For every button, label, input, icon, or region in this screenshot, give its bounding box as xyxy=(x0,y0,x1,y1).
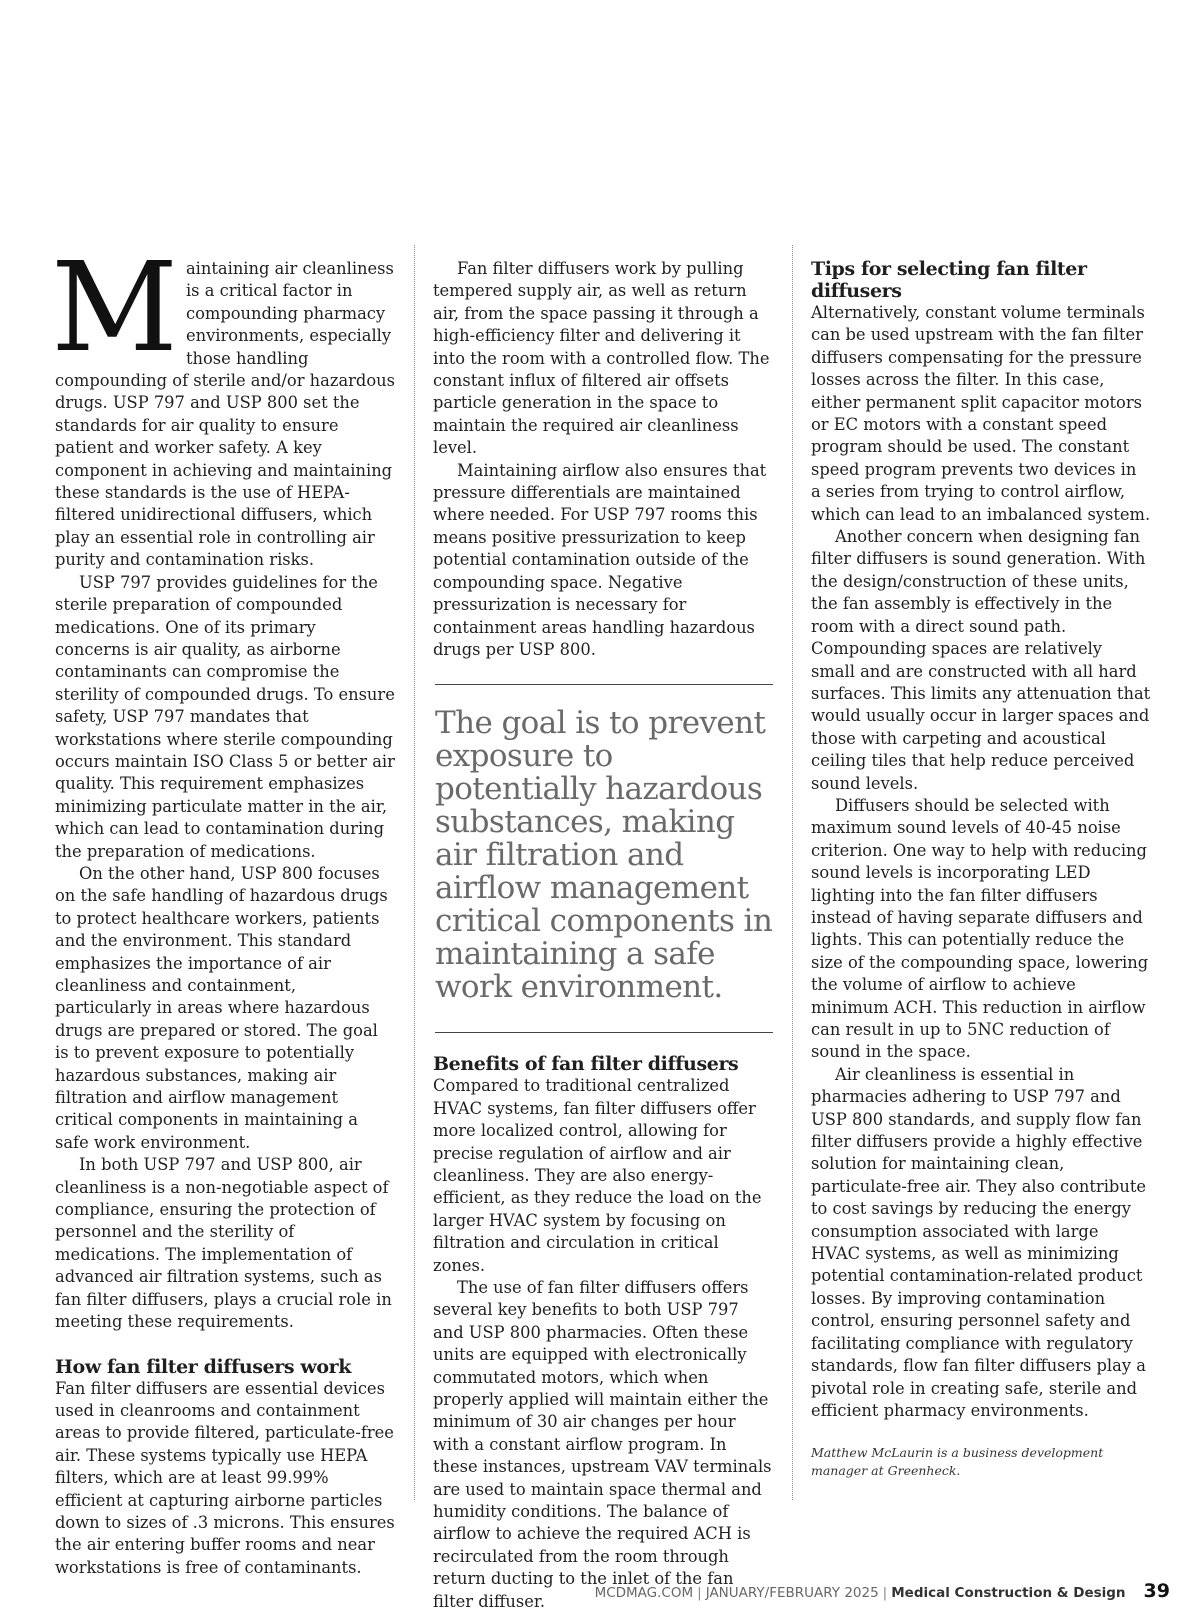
column-divider-1 xyxy=(414,245,415,1500)
paragraph: On the other hand, USP 800 focuses on the safe handling of hazardous drugs to protect healthcare workers, patients and the environment. This standard emphasizes the importance of air cleanliness and containment, particularly in areas where hazardous drugs are prepared or stored. The goal is to prevent exposure to potentially hazardous substances, making air filtration and airflow management critical components in maintaining a safe work environment. xyxy=(55,863,388,1152)
article-column-3 xyxy=(811,258,1151,1480)
intro-paragraph: Maintaining air cleanliness is a critical factor in compounding pharmacy environments, especially those handling compounding of sterile and/or hazardous drugs. USP 797 and USP 800 set the standards for air quality to ensure patient and worker safety. A key component in achieving and maintaining these standards is the use of HEPA-filtered unidirectional diffusers, which play an essential role in controlling air purity and contamination risks. xyxy=(51,236,395,570)
pull-quote: The goal is to prevent exposure to potentially hazardous substances, making air filtration and airflow management critical components in maintaining a safe work environment. xyxy=(435,684,773,1033)
paragraph: Diffusers should be selected with maximum sound levels of 40-45 noise criterion. One way to help with reducing sound levels is incorporating LED lighting into the fan filter diffusers instead of having separate diffusers and lights. This can potentially reduce the size of the compounding space, lowering the volume of airflow to achieve minimum ACH. This reduction in airflow can result in up to 5NC reduction of sound in the space. xyxy=(811,795,1149,1062)
paragraph: Fan filter diffusers are essential devices used in cleanrooms and containment areas to provide filtered, particulate-free air. These systems typically use HEPA filters, which are at least 99.99% efficient at capturing airborne particles down to sizes of .3 microns. This ensures the air entering buffer rooms and near workstations is free of contaminants. xyxy=(55,1378,395,1577)
footer-magazine-name: Medical Construction & Design xyxy=(891,1585,1126,1601)
paragraph: Another concern when designing fan filter diffusers is sound generation. With the design/construction of these units, the fan assembly is effectively in the room with a direct sound path. Compounding spaces are relatively small and are constructed with all hard surfaces. This limits any attenuation that would usually occur in larger spaces and those with carpeting and acoustical ceiling tiles that help reduce perceived sound levels. xyxy=(811,527,1151,793)
paragraph: Maintaining airflow also ensures that pressure differentials are maintained where needed. For USP 797 rooms this means positive pressurization to keep potential contamination outside of the compounding space. Negative pressurization is necessary for containment areas handling hazardous drugs per USP 800. xyxy=(433,460,767,659)
footer-separator: | xyxy=(882,1585,888,1601)
footer-issue: JANUARY/FEBRUARY 2025 xyxy=(705,1585,879,1601)
paragraph: Fan filter diffusers work by pulling tempered supply air, as well as return air, from the space passing it through a high-efficiency filter and delivering it into the room with a controlled flow. The constant influx of filtered air offsets particle generation in the space to maintain the required air cleanliness level. xyxy=(433,259,770,458)
page-number: 39 xyxy=(1143,1580,1170,1602)
paragraph: USP 797 provides guidelines for the sterile preparation of compounded medications. One of its primary concerns is air quality, as airborne contaminants can compromise the sterility of compounded drugs. To ensure safety, USP 797 mandates that workstations where sterile compounding occurs maintain ISO Class 5 or better air quality. This requirement emphasizes minimizing particulate matter in the air, which can lead to contamination during the preparation of medications. xyxy=(55,572,395,861)
paragraph: Alternatively, constant volume terminals can be used upstream with the fan filter diffusers compensating for the pressure losses across the filter. In this case, either permanent split capacitor motors or EC motors with a constant speed program should be used. The constant speed program prevents two devices in a series from trying to control airflow, which can lead to an imbalanced system. xyxy=(811,303,1151,524)
article-column-2 xyxy=(433,258,773,1613)
paragraph: The use of fan filter diffusers offers several key benefits to both USP 797 and USP 800 pharmacies. Often these units are equipped with electronically commutated motors, which when properly applied will maintain either the minimum of 30 air changes per hour with a constant airflow program. In these instances, upstream VAV terminals are used to maintain space thermal and humidity conditions. The balance of airflow to achieve the required ACH is recirculated from the room through return ducting to the inlet of the fan filter diffuser. xyxy=(433,1277,772,1611)
section-heading-how-it-works: How fan filter diffusers work xyxy=(55,1355,351,1378)
paragraph: In both USP 797 and USP 800, air cleanliness is a non-negotiable aspect of compliance, ensuring the protection of personnel and the sterility of medications. The implementation of advanced air filtration systems, such as fan filter diffusers, plays a crucial role in meeting these requirements. xyxy=(55,1155,392,1332)
footer-separator: | xyxy=(697,1585,702,1601)
section-heading-tips: Tips for selecting fan filter diffusers xyxy=(811,258,1087,302)
column-divider-2 xyxy=(792,245,793,1500)
drop-cap: M xyxy=(51,236,178,380)
footer-site: MCDMAG.COM xyxy=(594,1585,694,1601)
article-column-1 xyxy=(51,236,395,1579)
section-heading-benefits: Benefits of fan filter diffusers xyxy=(433,1053,739,1076)
paragraph: Air cleanliness is essential in pharmacies adhering to USP 797 and USP 800 standards, and supply flow fan filter diffusers provide a highly effective solution for maintaining clean, particulate-free air. They also contribute to cost savings by reducing the energy consumption associated with large HVAC systems, as well as minimizing potential contamination-related product losses. By improving contamination control, ensuring personnel safety and facilitating compliance with regulatory standards, flow fan filter diffusers play a pivotal role in creating safe, sterile and efficient pharmacy environments. xyxy=(811,1064,1146,1420)
paragraph: Compared to traditional centralized HVAC systems, fan filter diffusers offer more localized control, allowing for precise regulation of airflow and air cleanliness. They are also energy-efficient, as they reduce the load on the larger HVAC system by focusing on filtration and circulation in critical zones. xyxy=(433,1076,762,1275)
author-bio: Matthew McLaurin is a business development manager at Greenheck. xyxy=(811,1445,1104,1479)
page-footer xyxy=(595,1580,1170,1602)
